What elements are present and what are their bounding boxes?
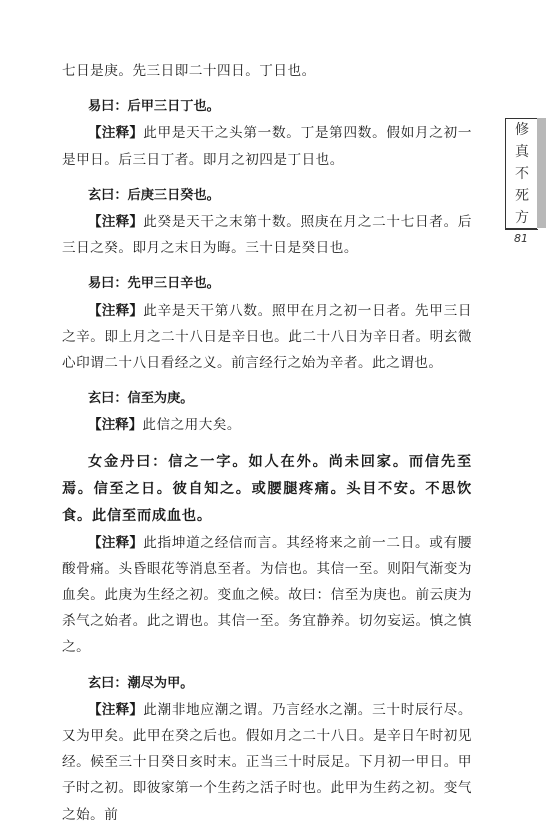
- annotation-text: 此潮非地应潮之谓。乃言经水之潮。三十时辰行尽。又为甲矣。此甲在癸之后也。假如月之二十八日。是辛日午时初见经。候至三十日癸日亥时末。正当三十时辰足。下月初一甲日。甲子时之初。即彼家第一个生药之活子时也。此甲为生药之初。变气之始。前: [62, 701, 473, 823]
- annotation-paragraph: [62, 209, 472, 261]
- annotation-tag: 【注释】: [88, 125, 144, 142]
- annotation-tag: 【注释】: [88, 302, 144, 319]
- annotation-paragraph: [62, 298, 472, 377]
- annotation-paragraph: [62, 697, 472, 828]
- bold-quote-paragraph: 女金丹曰：信之一字。如人在外。尚未回家。而信先至焉。信至之日。彼自知之。或腰腿疼痛。头目不安。不思饮食。此信至而成血也。: [62, 453, 472, 524]
- annotation-text: 此信之用大矣。: [142, 417, 242, 434]
- text-paragraph: 七日是庚。先三日即二十四日。丁日也。: [62, 63, 316, 79]
- quote-heading: 玄曰：潮尽为甲。: [88, 675, 194, 691]
- annotation-tag: 【注释】: [88, 214, 144, 231]
- side-tab-bar: [537, 118, 546, 228]
- side-title-char: 方: [515, 210, 529, 226]
- page-number-rule: [505, 228, 537, 229]
- annotation-tag: 【注释】: [88, 701, 144, 718]
- annotation-paragraph: [62, 530, 472, 661]
- annotation-text: 此辛是天干第八数。照甲在月之初一日者。先甲三日之辛。即上月之二十八日是辛日也。此二十八日为辛日者。明玄微心印谓二十八日看经之义。前言经行之始为辛者。此之谓也。: [62, 302, 473, 372]
- quote-heading: 易曰：先甲三日辛也。: [88, 276, 220, 292]
- annotation-text: 此指坤道之经信而言。其经将来之前一二日。或有腰酸骨痛。头昏眼花等消息至者。为信也。其信一至。则阳气渐变为血矣。此庚为生经之初。变血之候。故曰：信至为庚也。前云庚为杀气之始者。此之谓也。其信一至。务宜静养。切勿妄运。慎之慎之。: [62, 534, 473, 656]
- side-book-title: [505, 118, 538, 230]
- side-title-char: 不: [515, 166, 529, 182]
- annotation-text: 此甲是天干之头第一数。丁是第四数。假如月之初一是甲日。后三日丁者。即月之初四是丁日也。: [62, 125, 473, 168]
- main-text-column: [62, 58, 472, 828]
- quote-heading: 玄曰：信至为庚。: [88, 391, 194, 407]
- quote-heading: 易曰：后甲三日丁也。: [88, 99, 220, 115]
- annotation-paragraph: [62, 120, 472, 172]
- side-title-char: 死: [515, 188, 529, 204]
- annotation-tag: 【注释】: [88, 534, 144, 551]
- annotation-paragraph: [62, 412, 472, 438]
- side-tab: [505, 118, 546, 228]
- quote-heading: 玄曰：后庚三日癸也。: [88, 187, 220, 203]
- side-title-char: 真: [515, 144, 529, 160]
- annotation-text: 此癸是天干之末第十数。照庚在月之二十七日者。后三日之癸。即月之末日为晦。三十日是癸日也。: [62, 214, 473, 257]
- page-number: 81: [514, 232, 528, 245]
- annotation-tag: 【注释】: [88, 417, 143, 434]
- side-title-char: 修: [515, 122, 529, 138]
